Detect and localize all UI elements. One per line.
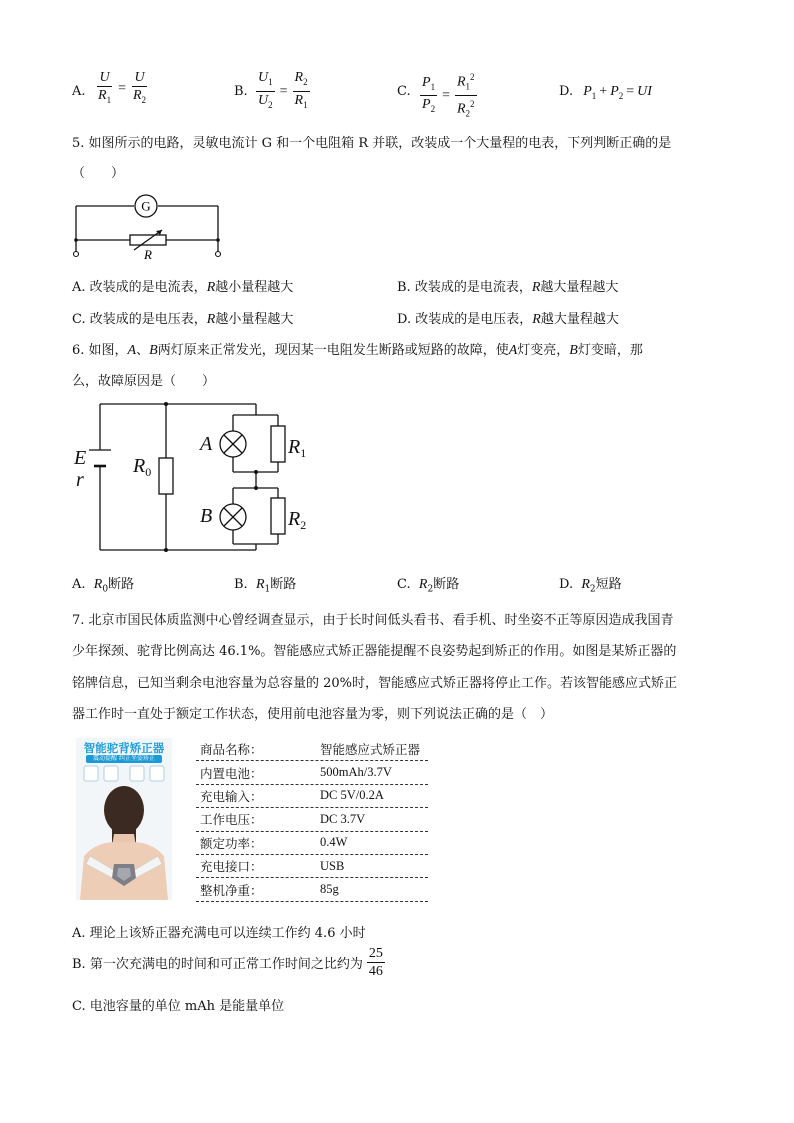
q6-option-a: A. $R_0$断路	[72, 577, 135, 595]
q7-stem-line4: 器工作时一直处于额定工作状态，使用前电池容量为零，则下列说法正确的是（ ）	[72, 707, 554, 722]
q6-stem-line1: 6. 如图，A、B两灯原来正常发光，现因某一电阻发生断路或短路的故障，使A灯变亮，B灯变暗，那	[72, 343, 643, 358]
q5-option-c: C. 改装成的是电压表，R越小量程越大	[72, 312, 294, 327]
q7-stem-line3: 铭牌信息，已知当剩余电池容量为总容量的 20%时，智能感应式矫正器将停止工作。若该智能感应式矫正	[72, 676, 678, 691]
q5-option-b: B. 改装成的是电流表，R越大量程越大	[397, 280, 619, 295]
q4-option-b-formula: $\frac{U_1}{U_2}$ = $\frac{R_2}{R_1}$	[258, 70, 308, 110]
q7-option-b-fraction: $\frac{25}{46}$	[368, 946, 383, 979]
r2-label: $R_2$	[288, 508, 307, 532]
terminal-icon	[74, 252, 79, 257]
q7-option-a: A. 理论上该矫正器充满电可以连续工作约 4.6 小时	[72, 926, 366, 941]
r1-label: $R_1$	[288, 436, 307, 460]
terminal-icon	[216, 252, 221, 257]
lamp-a-label: A	[200, 433, 213, 455]
q7-stem-line1: 7. 北京市国民体质监测中心曾经调查显示，由于长时间低头看书、看手机、时坐姿不正等原因造成我国青	[72, 613, 674, 628]
internal-r-label: r	[76, 469, 84, 491]
option-label: A.	[72, 84, 86, 99]
q7-option-c: C. 电池容量的单位 mAh 是能量单位	[72, 999, 285, 1014]
q4-option-d: D. $P_1 + P_2$ = UI	[559, 84, 652, 101]
q4-option-a-formula: $\frac{U}{R_1}$ = $\frac{U}{R_2}$	[98, 70, 147, 105]
q6-option-b: B. $R_1$断路	[234, 577, 297, 595]
galvanometer-label: G	[141, 198, 151, 214]
table-row: 工作电压： DC 3.7V	[196, 808, 428, 831]
q5-circuit-diagram	[68, 192, 228, 264]
lamp-b-icon	[220, 504, 246, 530]
q7-option-b: B. 第一次充满电的时间和可正常工作时间之比约为 $\frac{25}{46}$	[72, 946, 383, 979]
q4-option-c-formula: $\frac{P_1}{P_2}$ = $\frac{R_1^2}{R_2^2}$	[422, 72, 475, 119]
q4-option-d-formula: $P_1 + P_2$ = UI	[583, 84, 652, 101]
table-row: 整机净重： 85g	[196, 878, 428, 901]
q6-option-c: C. $R_2$断路	[397, 577, 460, 595]
q4-option-a	[72, 84, 86, 99]
product-photo	[76, 738, 172, 900]
q5-stem-line2: （ ）	[72, 166, 125, 181]
photo-sub-text: 震动提醒 纠正坐姿矫正	[86, 755, 162, 763]
table-row: 充电接口： USB	[196, 855, 428, 878]
table-row: 充电输入： DC 5V/0.2A	[196, 785, 428, 808]
q5-option-a: A. 改装成的是电流表，R越小量程越大	[72, 280, 294, 295]
lamp-b-label: B	[200, 505, 213, 527]
photo-brand-text: 智能驼背矫正器	[83, 741, 165, 755]
q6-stem-line2: 么，故障原因是（ ）	[72, 374, 216, 389]
table-row: 内置电池： 500mAh/3.7V	[196, 761, 428, 784]
q4-option-b: B.	[234, 84, 248, 99]
table-row: 额定功率： 0.4W	[196, 832, 428, 855]
q5-option-d: D. 改装成的是电压表，R越大量程越大	[397, 312, 619, 327]
q6-option-d: D. $R_2$短路	[559, 577, 622, 595]
q6-circuit-diagram	[70, 398, 320, 558]
q5-stem-line1: 5. 如图所示的电路，灵敏电流计 G 和一个电阻箱 R 并联，改装成一个大量程的电表，下列判断正确的是	[72, 136, 672, 151]
table-row: 商品名称： 智能感应式矫正器	[196, 738, 428, 761]
q4-option-c: C.	[397, 84, 411, 99]
posture-corrector-image	[76, 738, 172, 900]
emf-label: E	[74, 447, 87, 469]
nameplate-table	[196, 738, 428, 902]
lamp-a-icon	[220, 431, 246, 457]
r0-label: $R_0$	[133, 455, 152, 479]
resistor-label: R	[144, 247, 152, 262]
q7-stem-line2: 少年探颈、驼背比例高达 46.1%。智能感应式矫正器能提醒不良姿势起到矫正的作用。如图是某矫正器的	[72, 644, 677, 659]
